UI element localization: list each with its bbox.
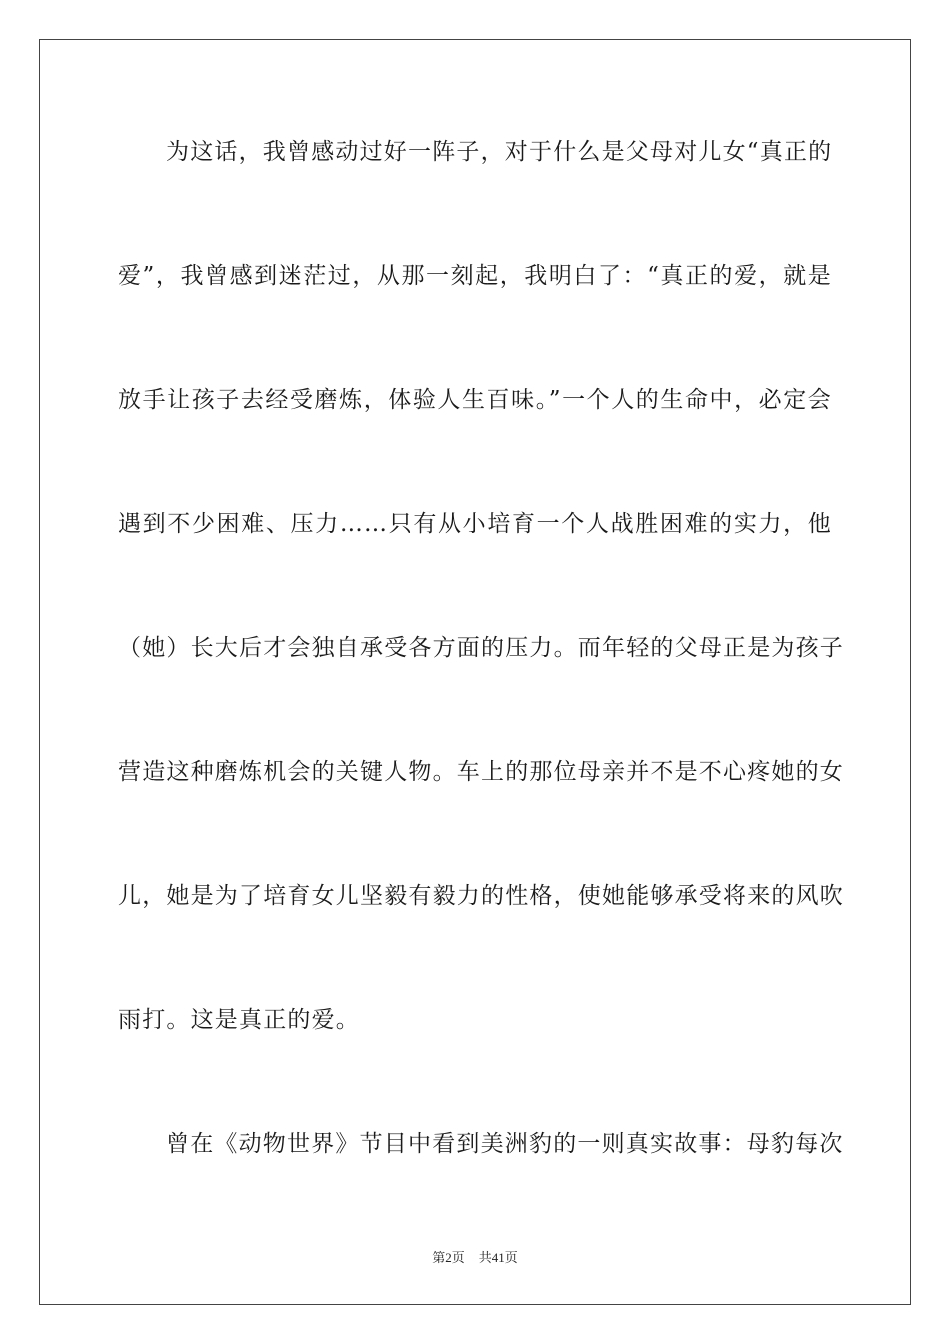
paragraph-line: 爱”，我曾感到迷茫过，从那一刻起，我明白了：“真正的爱，就是 (118, 263, 832, 289)
paragraph-line: 曾在《动物世界》节目中看到美洲豹的一则真实故事：母豹每次 (166, 1131, 844, 1157)
page-total: 共41页 (478, 1250, 518, 1265)
paragraph-line: 为这话，我曾感动过好一阵子，对于什么是父母对儿女“真正的 (166, 139, 833, 165)
paragraph-line: 遇到不少困难、压力……只有从小培育一个人战胜困难的实力，他 (118, 511, 832, 537)
page-footer (0, 1247, 950, 1266)
page-number: 第2页 (432, 1250, 465, 1265)
paragraph-line: 雨打。这是真正的爱。 (118, 1007, 360, 1033)
paragraph-line: 放手让孩子去经受磨炼，体验人生百味。”一个人的生命中，必定会 (118, 387, 832, 413)
paragraph-line: （她）长大后才会独自承受各方面的压力。而年轻的父母正是为孩子 (118, 635, 844, 661)
paragraph-line: 营造这种磨炼机会的关键人物。车上的那位母亲并不是不心疼她的女 (118, 759, 844, 785)
page-border (39, 39, 911, 1305)
paragraph-line: 儿，她是为了培育女儿坚毅有毅力的性格，使她能够承受将来的风吹 (118, 883, 844, 909)
